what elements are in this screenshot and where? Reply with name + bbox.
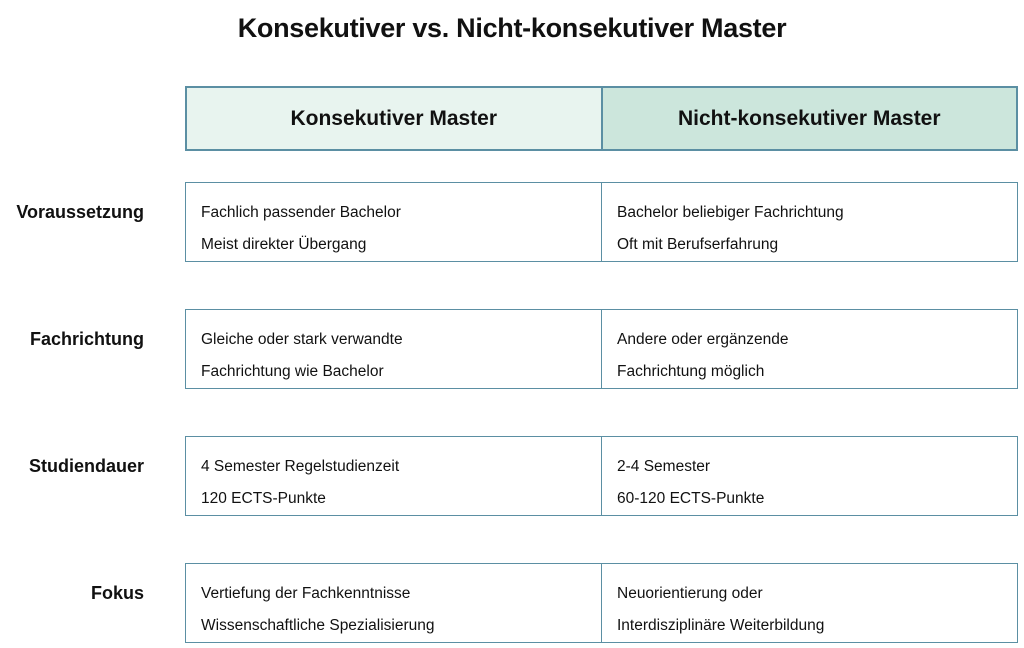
column-header-row (185, 86, 1018, 151)
cell-line: 120 ECTS-Punkte (201, 490, 326, 507)
row-label: Studiendauer (28, 456, 144, 476)
row-label: Fachrichtung (29, 329, 144, 349)
cell-nicht-konsekutiv (602, 437, 1017, 515)
comparison-row-fokus (0, 563, 1024, 643)
comparison-row-voraussetzung (0, 182, 1024, 262)
cell-nicht-konsekutiv (602, 310, 1017, 388)
page-title: Konsekutiver vs. Nicht-konsekutiver Master (237, 13, 787, 43)
cell-line: Bachelor beliebiger Fachrichtung (617, 204, 844, 221)
cell-nicht-konsekutiv (602, 183, 1017, 261)
cell-konsekutiv (186, 564, 602, 642)
cell-line: Neuorientierung oder (617, 585, 763, 602)
column-header-nicht-konsekutiv: Nicht-konsekutiver Master (603, 88, 1017, 149)
cell-line: Oft mit Berufserfahrung (617, 236, 779, 253)
row-box (185, 182, 1018, 262)
cell-line: Vertiefung der Fachkenntnisse (201, 585, 411, 602)
cell-line: Gleiche oder stark verwandte (201, 331, 403, 348)
row-label: Fokus (90, 583, 144, 603)
comparison-row-studiendauer (0, 436, 1024, 516)
cell-line: Fachlich passender Bachelor (201, 204, 401, 221)
cell-nicht-konsekutiv (602, 564, 1017, 642)
cell-line: Wissenschaftliche Spezialisierung (201, 617, 435, 634)
comparison-row-fachrichtung (0, 309, 1024, 389)
cell-line: 60-120 ECTS-Punkte (617, 490, 765, 507)
row-box (185, 436, 1018, 516)
row-box (185, 563, 1018, 643)
cell-line: Interdisziplinäre Weiterbildung (617, 617, 825, 634)
column-header-konsekutiv: Konsekutiver Master (187, 88, 603, 149)
row-label: Voraussetzung (16, 202, 144, 222)
cell-line: Fachrichtung möglich (617, 363, 765, 380)
cell-line: Andere oder ergänzende (617, 331, 789, 348)
cell-line: 4 Semester Regelstudienzeit (201, 458, 400, 475)
cell-konsekutiv (186, 183, 602, 261)
cell-line: Meist direkter Übergang (201, 236, 367, 253)
cell-konsekutiv (186, 310, 602, 388)
cell-line: Fachrichtung wie Bachelor (201, 363, 384, 380)
cell-konsekutiv (186, 437, 602, 515)
row-box (185, 309, 1018, 389)
cell-line: 2-4 Semester (617, 458, 711, 475)
